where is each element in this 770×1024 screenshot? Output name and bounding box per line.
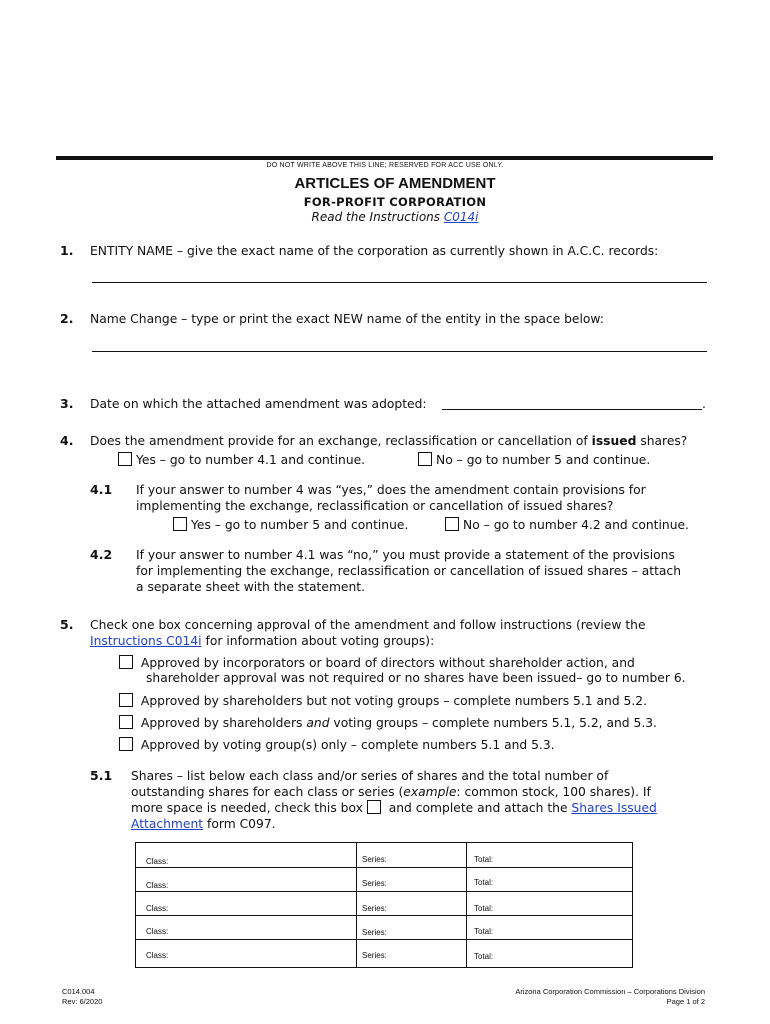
adoption-date-field[interactable] <box>442 409 702 410</box>
q3-period: . <box>702 397 706 411</box>
q5-line2: Instructions C014i for information about voting groups): <box>90 634 435 648</box>
form-subtitle: FOR-PROFIT CORPORATION <box>303 195 487 209</box>
q41-number: 4.1 <box>90 482 113 497</box>
series-label: Series: <box>362 904 387 913</box>
shares-table <box>135 842 633 968</box>
q5-option-voting-groups[interactable]: Approved by voting group(s) only – complete numbers 5.1 and 5.3. <box>119 737 555 753</box>
series-label: Series: <box>362 928 387 937</box>
new-name-field[interactable] <box>92 351 707 352</box>
table-row[interactable] <box>136 939 632 966</box>
instructions-link[interactable]: C014i <box>443 210 479 224</box>
revision-date: Rev: 6/2020 <box>62 997 103 1006</box>
total-label: Total: <box>474 855 494 864</box>
q5-option-shareholders-and-groups[interactable]: Approved by shareholders and voting groups – complete numbers 5.1, 5.2, and 5.3. <box>119 715 657 731</box>
total-label: Total: <box>474 927 494 936</box>
series-label: Series: <box>362 855 387 864</box>
q41-no-checkbox[interactable] <box>445 517 459 531</box>
q42-line2: for implementing the exchange, reclassification or cancellation of issued shares – attach <box>136 564 681 578</box>
q3-text: Date on which the attached amendment was adopted: <box>90 397 427 411</box>
q5-line1: Check one box concerning approval of the amendment and follow instructions (review the <box>90 618 646 632</box>
total-label: Total: <box>474 878 494 887</box>
table-row[interactable] <box>136 867 632 892</box>
q41-line1: If your answer to number 4 was “yes,” does the amendment contain provisions for <box>136 483 646 497</box>
class-label: Class: <box>146 904 169 913</box>
footer-right <box>460 987 705 1007</box>
more-space-checkbox[interactable] <box>367 800 381 814</box>
class-label: Class: <box>146 881 169 890</box>
q42-line1: If your answer to number 4.1 was “no,” you must provide a statement of the provisions <box>136 548 675 562</box>
table-row[interactable] <box>136 843 632 868</box>
q2-text: Name Change – type or print the exact NEW name of the entity in the space below: <box>90 312 604 326</box>
table-row[interactable] <box>136 915 632 940</box>
q4-no-checkbox[interactable] <box>418 452 432 466</box>
q42-line3: a separate sheet with the statement. <box>136 580 366 594</box>
q4-yes-checkbox[interactable] <box>118 452 132 466</box>
table-row[interactable] <box>136 891 632 916</box>
q51-line4: Attachment form C097. <box>131 817 276 831</box>
form-code: C014.004 <box>62 987 95 996</box>
q5-option-incorporators[interactable]: Approved by incorporators or board of directors without shareholder action, and <box>119 655 635 671</box>
reserved-notice: DO NOT WRITE ABOVE THIS LINE; RESERVED FOR ACC USE ONLY. <box>266 162 504 169</box>
q4-text: Does the amendment provide for an exchange, reclassification or cancellation of issued shares? <box>90 434 688 448</box>
total-label: Total: <box>474 904 494 913</box>
q51-line1: Shares – list below each class and/or series of shares and the total number of <box>131 769 609 783</box>
q5-number: 5. <box>60 617 74 632</box>
q4-no-option[interactable]: No – go to number 5 and continue. <box>418 452 650 468</box>
q5-option2-checkbox[interactable] <box>119 693 133 707</box>
footer-left <box>62 987 102 1007</box>
entity-name-field[interactable] <box>92 282 707 283</box>
q4-number: 4. <box>60 433 74 448</box>
page-number: Page 1 of 2 <box>666 997 705 1006</box>
reserved-line <box>56 156 713 160</box>
shares-attachment-link[interactable]: Attachment <box>131 817 204 831</box>
q5-option1-line2: shareholder approval was not required or no shares have been issued– go to number 6. <box>146 671 686 685</box>
q5-option3-checkbox[interactable] <box>119 715 133 729</box>
form-title: ARTICLES OF AMENDMENT <box>294 175 496 192</box>
total-label: Total: <box>474 952 494 961</box>
instructions-line: Read the Instructions C014i <box>311 210 479 224</box>
q41-yes-option[interactable]: Yes – go to number 5 and continue. <box>173 517 408 533</box>
class-label: Class: <box>146 857 169 866</box>
q41-line2: implementing the exchange, reclassification or cancellation of issued shares? <box>136 499 614 513</box>
q2-number: 2. <box>60 311 74 326</box>
q42-number: 4.2 <box>90 547 113 562</box>
series-label: Series: <box>362 879 387 888</box>
q51-number: 5.1 <box>90 768 113 783</box>
class-label: Class: <box>146 951 169 960</box>
q1-text: ENTITY NAME – give the exact name of the corporation as currently shown in A.C.C. records: <box>90 244 659 258</box>
q5-option-shareholders[interactable]: Approved by shareholders but not voting groups – complete numbers 5.1 and 5.2. <box>119 693 647 709</box>
q5-option1-checkbox[interactable] <box>119 655 133 669</box>
q4-yes-option[interactable]: Yes – go to number 4.1 and continue. <box>118 452 365 468</box>
agency-name: Arizona Corporation Commission – Corporations Division <box>515 987 705 996</box>
series-label: Series: <box>362 951 387 960</box>
q3-number: 3. <box>60 396 74 411</box>
q41-yes-checkbox[interactable] <box>173 517 187 531</box>
shares-issued-link[interactable]: Shares Issued <box>571 801 657 815</box>
q51-line3: more space is needed, check this box and complete and attach the Shares Issued <box>131 801 657 815</box>
q5-option4-checkbox[interactable] <box>119 737 133 751</box>
q41-no-option[interactable]: No – go to number 4.2 and continue. <box>445 517 689 533</box>
q51-line2: outstanding shares for each class or series (example: common stock, 100 shares). If <box>131 785 651 799</box>
instructions-c014i-link[interactable]: Instructions C014i <box>90 634 202 648</box>
q1-number: 1. <box>60 243 74 258</box>
class-label: Class: <box>146 927 169 936</box>
